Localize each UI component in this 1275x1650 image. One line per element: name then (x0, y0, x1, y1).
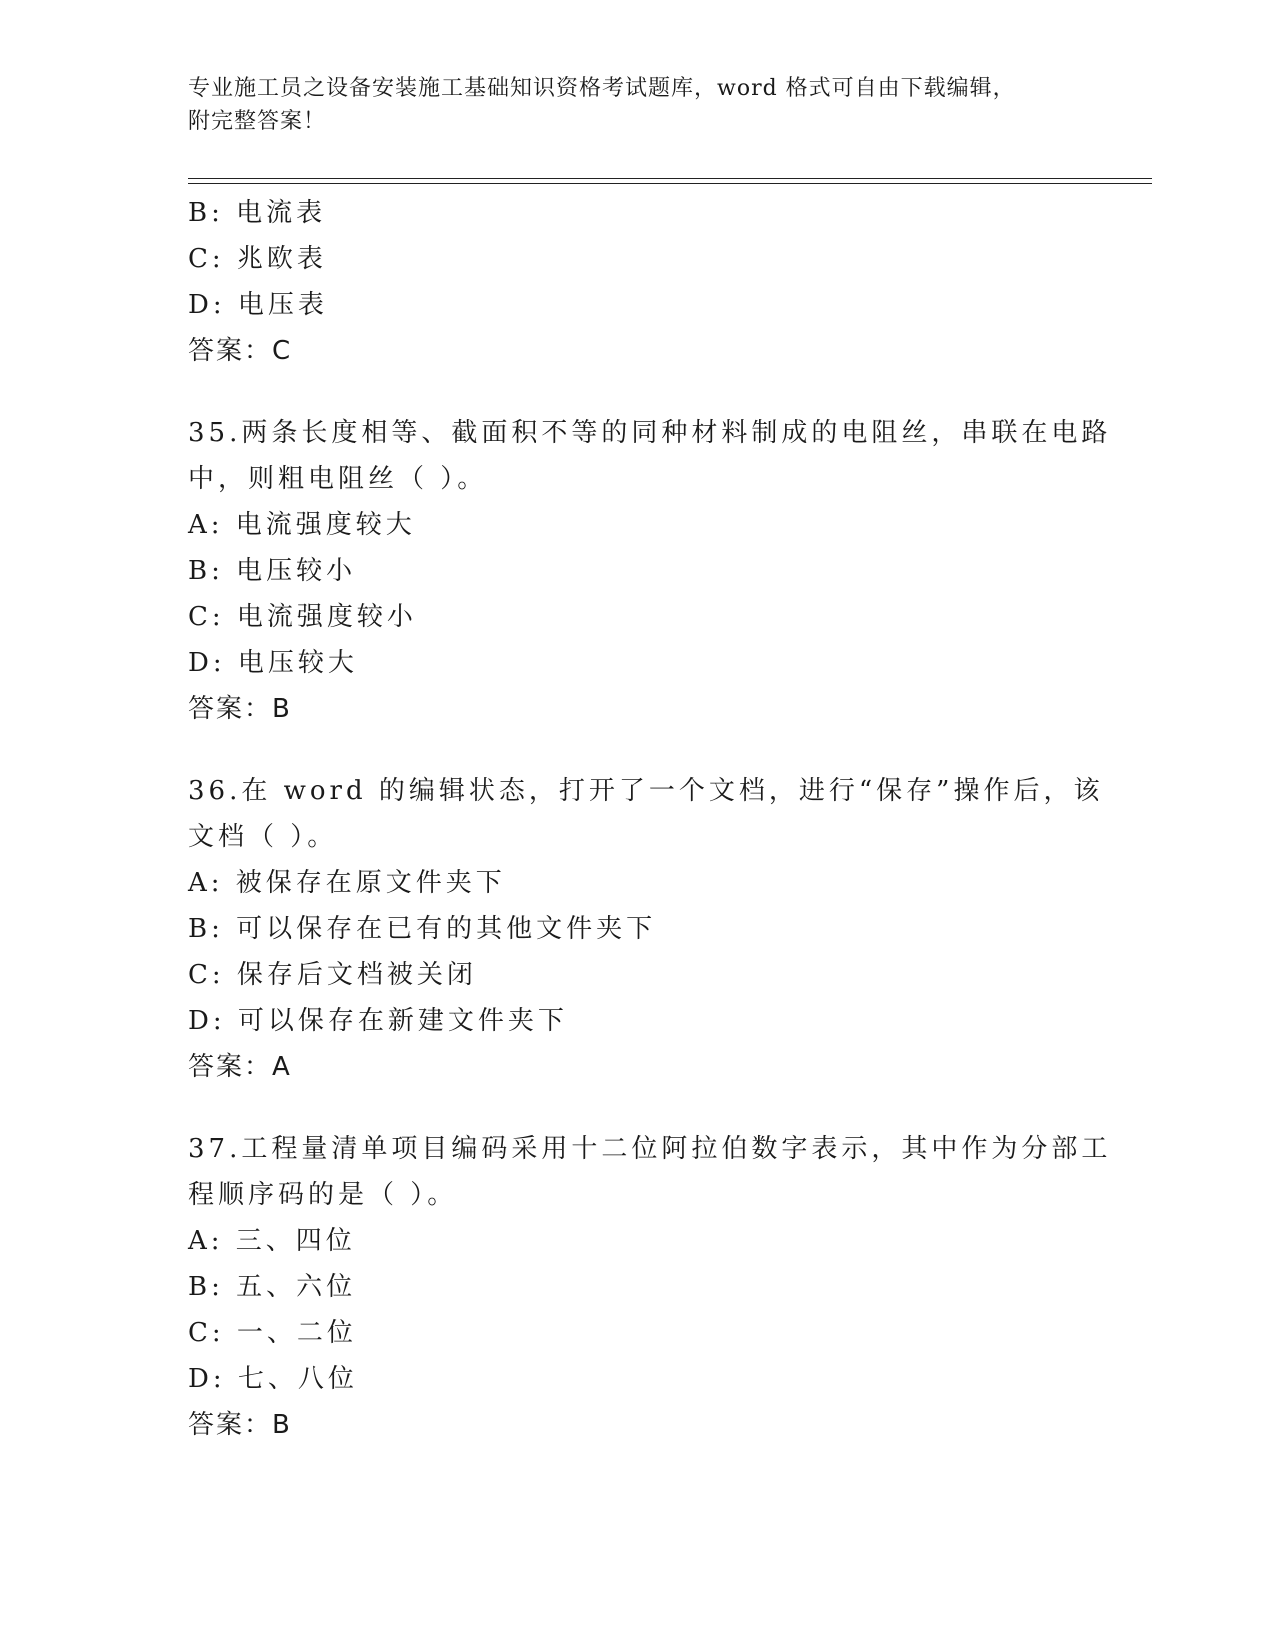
option-d: D: 电压表 (188, 290, 328, 320)
option-d: D: 可以保存在新建文件夹下 (188, 1006, 568, 1036)
header-line-2: 附完整答案！ (188, 109, 327, 134)
question-35 (188, 410, 1112, 732)
answer: 答案：A (188, 1052, 292, 1082)
question-37 (188, 1126, 1112, 1448)
option-c: C: 兆欧表 (188, 244, 327, 274)
option-b: B: 电压较小 (188, 556, 357, 586)
question-list (188, 190, 1112, 1448)
header-line-1: 专业施工员之设备安装施工基础知识资格考试题库，word 格式可自由下载编辑， (188, 76, 1016, 101)
option-c: C: 保存后文档被关闭 (188, 960, 477, 990)
header-divider-top (188, 178, 1152, 179)
question-stem-cont: 中，则粗电阻丝（ ）。 (188, 464, 488, 494)
question-stem: 35.两条长度相等、截面积不等的同种材料制成的电阻丝，串联在电路 (188, 418, 1112, 448)
option-d: D: 七、八位 (188, 1364, 358, 1394)
option-b: B: 可以保存在已有的其他文件夹下 (188, 914, 657, 944)
header-divider-bottom (188, 183, 1152, 184)
option-a: A: 三、四位 (188, 1226, 356, 1256)
option-b: B: 电流表 (188, 198, 327, 228)
question-34 (188, 190, 1088, 374)
option-b: B: 五、六位 (188, 1272, 357, 1302)
question-36 (188, 768, 1104, 1090)
question-stem-cont: 文档（ ）。 (188, 822, 338, 852)
option-c: C: 电流强度较小 (188, 602, 417, 632)
document-header (188, 72, 1068, 138)
answer: 答案：B (188, 694, 292, 724)
question-stem: 37.工程量清单项目编码采用十二位阿拉伯数字表示，其中作为分部工 (188, 1134, 1112, 1164)
option-c: C: 一、二位 (188, 1318, 357, 1348)
answer: 答案：B (188, 1410, 292, 1440)
option-a: A: 被保存在原文件夹下 (188, 868, 506, 898)
question-stem-cont: 程顺序码的是（ ）。 (188, 1180, 458, 1210)
option-a: A: 电流强度较大 (188, 510, 416, 540)
question-stem: 36.在 word 的编辑状态，打开了一个文档，进行“保存”操作后，该 (188, 776, 1104, 806)
answer: 答案：C (188, 336, 293, 366)
option-d: D: 电压较大 (188, 648, 358, 678)
